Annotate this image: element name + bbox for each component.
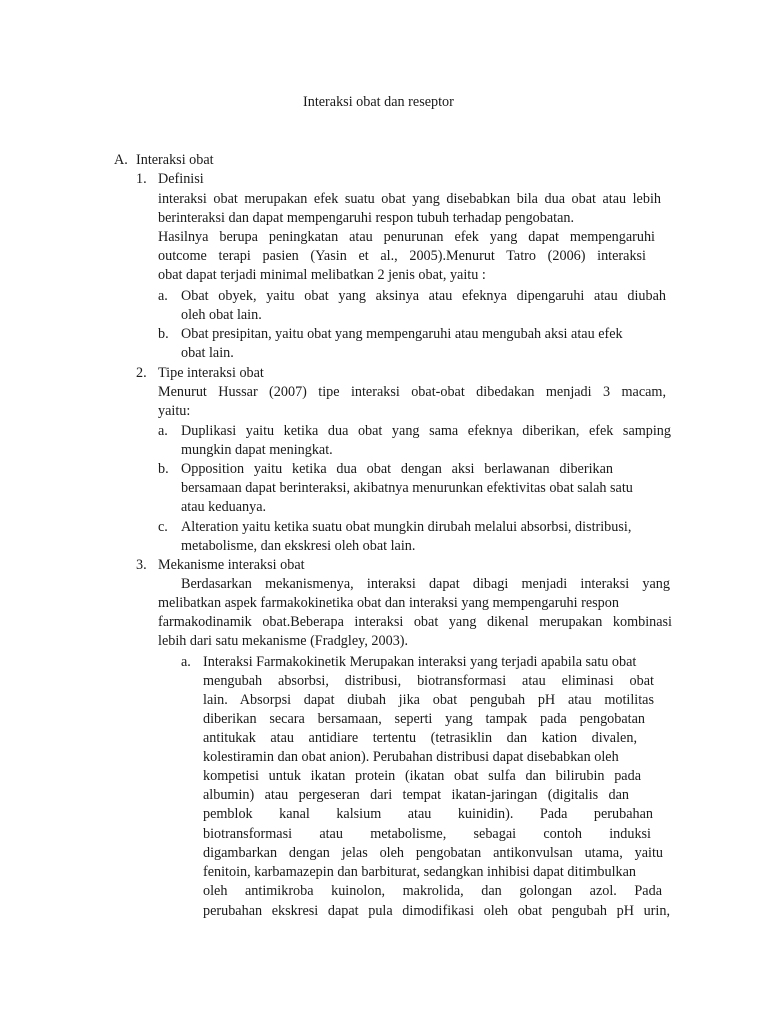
item-3a-line: digambarkan dengan jelas oleh pengobatan antikonvulsan utama, yaitu bbox=[203, 845, 663, 861]
item-1b-line: obat lain. bbox=[181, 345, 234, 361]
item-2c-marker: c. bbox=[158, 519, 168, 535]
item-3a-line: fenitoin, karbamazepin dan barbiturat, sedangkan inhibisi dapat ditimbulkan bbox=[203, 864, 636, 880]
item-3a-line: lain. Absorpsi dapat diubah jika obat pengubah pH atau motilitas bbox=[203, 692, 654, 708]
item-1b-line: Obat presipitan, yaitu obat yang mempengaruhi atau mengubah aksi atau efek bbox=[181, 326, 623, 342]
item-1-line: interaksi obat merupakan efek suatu obat yang disebabkan bila dua obat atau lebih bbox=[158, 191, 661, 207]
item-3a-line: kompetisi untuk ikatan protein (ikatan obat sulfa dan bilirubin pada bbox=[203, 768, 641, 784]
item-2a-line: mungkin dapat meningkat. bbox=[181, 442, 333, 458]
item-1-number: 1. bbox=[136, 171, 147, 187]
item-2c-line: Alteration yaitu ketika suatu obat mungkin dirubah melalui absorbsi, distribusi, bbox=[181, 519, 632, 535]
item-2b-line: Opposition yaitu ketika dua obat dengan aksi berlawanan diberikan bbox=[181, 461, 613, 477]
item-3-line: Berdasarkan mekanismenya, interaksi dapat dibagi menjadi interaksi yang bbox=[181, 576, 670, 592]
item-2c-line: metabolisme, dan ekskresi oleh obat lain. bbox=[181, 538, 416, 554]
page-title: Interaksi obat dan reseptor bbox=[303, 94, 454, 110]
item-2b-line: bersamaan dapat berinteraksi, akibatnya menurunkan efektivitas obat salah satu bbox=[181, 480, 633, 496]
item-1-heading: Definisi bbox=[158, 171, 204, 187]
item-1-line: obat dapat terjadi minimal melibatkan 2 jenis obat, yaitu : bbox=[158, 267, 486, 283]
item-2-number: 2. bbox=[136, 365, 147, 381]
item-3-line: farmakodinamik obat.Beberapa interaksi obat yang dikenal merupakan kombinasi bbox=[158, 614, 672, 630]
item-2-heading: Tipe interaksi obat bbox=[158, 365, 264, 381]
item-3a-line: kolestiramin dan obat anion). Perubahan distribusi dapat disebabkan oleh bbox=[203, 749, 619, 765]
item-3a-line: pemblok kanal kalsium atau kuinidin). Pada perubahan bbox=[203, 806, 653, 822]
item-2b-marker: b. bbox=[158, 461, 169, 477]
item-2b-line: atau keduanya. bbox=[181, 499, 267, 515]
item-1a-marker: a. bbox=[158, 288, 168, 304]
item-3a-line: diberikan secara bersamaan, seperti yang tampak pada pengobatan bbox=[203, 711, 645, 727]
item-2a-marker: a. bbox=[158, 423, 168, 439]
item-1-line: outcome terapi pasien (Yasin et al., 2005).Menurut Tatro (2006) interaksi bbox=[158, 248, 646, 264]
section-a-heading: Interaksi obat bbox=[136, 152, 214, 168]
item-3-line: melibatkan aspek farmakokinetika obat dan interaksi yang mempengaruhi respon bbox=[158, 595, 619, 611]
item-1a-line: oleh obat lain. bbox=[181, 307, 262, 323]
item-1b-marker: b. bbox=[158, 326, 169, 342]
item-3-line: lebih dari satu mekanisme (Fradgley, 2003). bbox=[158, 633, 409, 649]
item-2a-line: Duplikasi yaitu ketika dua obat yang sama efeknya diberikan, efek samping bbox=[181, 423, 671, 439]
item-1-line: berinteraksi dan dapat mempengaruhi respon tubuh terhadap pengobatan. bbox=[158, 210, 575, 226]
item-2-line: Menurut Hussar (2007) tipe interaksi obat-obat dibedakan menjadi 3 macam, bbox=[158, 384, 666, 400]
item-1a-line: Obat obyek, yaitu obat yang aksinya atau efeknya dipengaruhi atau diubah bbox=[181, 288, 666, 304]
item-3a-line: oleh antimikroba kuinolon, makrolida, dan golongan azol. Pada bbox=[203, 883, 662, 899]
item-3a-marker: a. bbox=[181, 654, 191, 670]
item-3a-line: perubahan ekskresi dapat pula dimodifikasi oleh obat pengubah pH urin, bbox=[203, 903, 670, 919]
item-3-heading: Mekanisme interaksi obat bbox=[158, 557, 305, 573]
item-3-number: 3. bbox=[136, 557, 147, 573]
section-a-marker: A. bbox=[114, 152, 128, 168]
item-3a-line: biotransformasi atau metabolisme, sebagai contoh induksi bbox=[203, 826, 651, 842]
item-3a-line: antitukak atau antidiare tertentu (tetrasiklin dan kation divalen, bbox=[203, 730, 637, 746]
item-3a-line: Interaksi Farmakokinetik Merupakan interaksi yang terjadi apabila satu obat bbox=[203, 654, 637, 670]
item-2-line: yaitu: bbox=[158, 403, 191, 419]
item-3a-line: albumin) atau pergeseran dari tempat ikatan-jaringan (digitalis dan bbox=[203, 787, 629, 803]
item-3a-line: mengubah absorbsi, distribusi, biotransformasi atau eliminasi obat bbox=[203, 673, 654, 689]
item-1-line: Hasilnya berupa peningkatan atau penurunan efek yang dapat mempengaruhi bbox=[158, 229, 655, 245]
